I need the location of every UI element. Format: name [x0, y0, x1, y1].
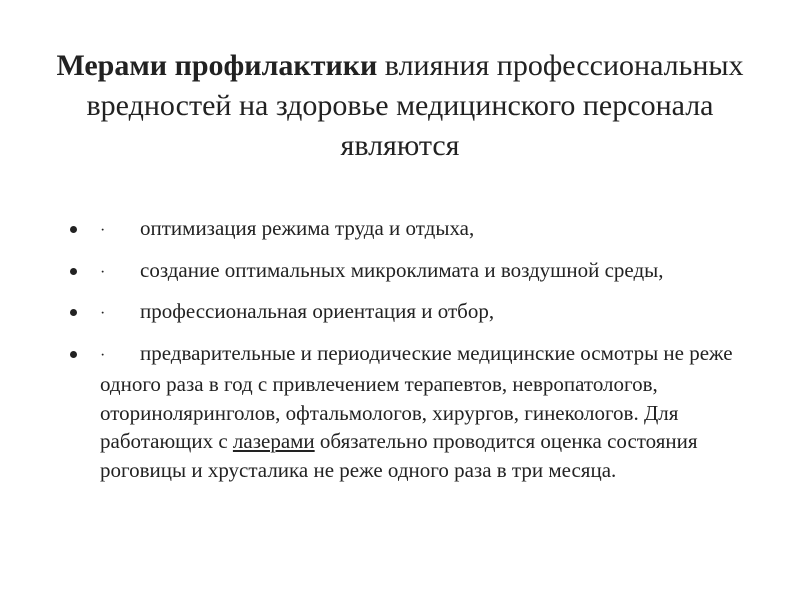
title-rest: влияния профессиональных вредностей на здоровье медицинского персонала являются [86, 49, 744, 162]
bullet-dot-icon [70, 268, 77, 275]
list-item-text: профессиональная ориентация и отбор, [140, 299, 495, 323]
bullet-mark: · [100, 305, 106, 322]
list-item [70, 256, 770, 288]
title-bold-part: Мерами профилактики [56, 49, 378, 82]
bullet-dot-icon [70, 309, 77, 316]
bullet-mark: · [100, 346, 106, 364]
list-item-text-end: обязательно проводится оценка состояния роговицы и хрусталика не реже одного раза в три месяца. [100, 429, 698, 482]
list-item-text-start: предварительные и периодические медицинские осмотры не реже одного раза в год с привлечением терапевтов, невропатологов, оториноляринголов, офтальмологов, хирургов, гинекологов. Для работающих с [100, 340, 733, 453]
bullet-mark: · [100, 263, 106, 281]
list-item [70, 297, 770, 329]
bullet-mark: · [100, 222, 106, 239]
bullet-dot-icon [70, 351, 77, 358]
list-item [70, 339, 770, 485]
bullet-list [70, 214, 770, 494]
list-item [70, 214, 770, 246]
list-item-text: создание оптимальных микроклимата и воздушной среды, [140, 257, 664, 282]
list-item-text: оптимизация режима труда и отдыха, [140, 216, 475, 240]
slide-title [40, 46, 760, 166]
lasers-link[interactable]: лазерами [232, 429, 315, 453]
bullet-dot-icon [70, 226, 77, 233]
